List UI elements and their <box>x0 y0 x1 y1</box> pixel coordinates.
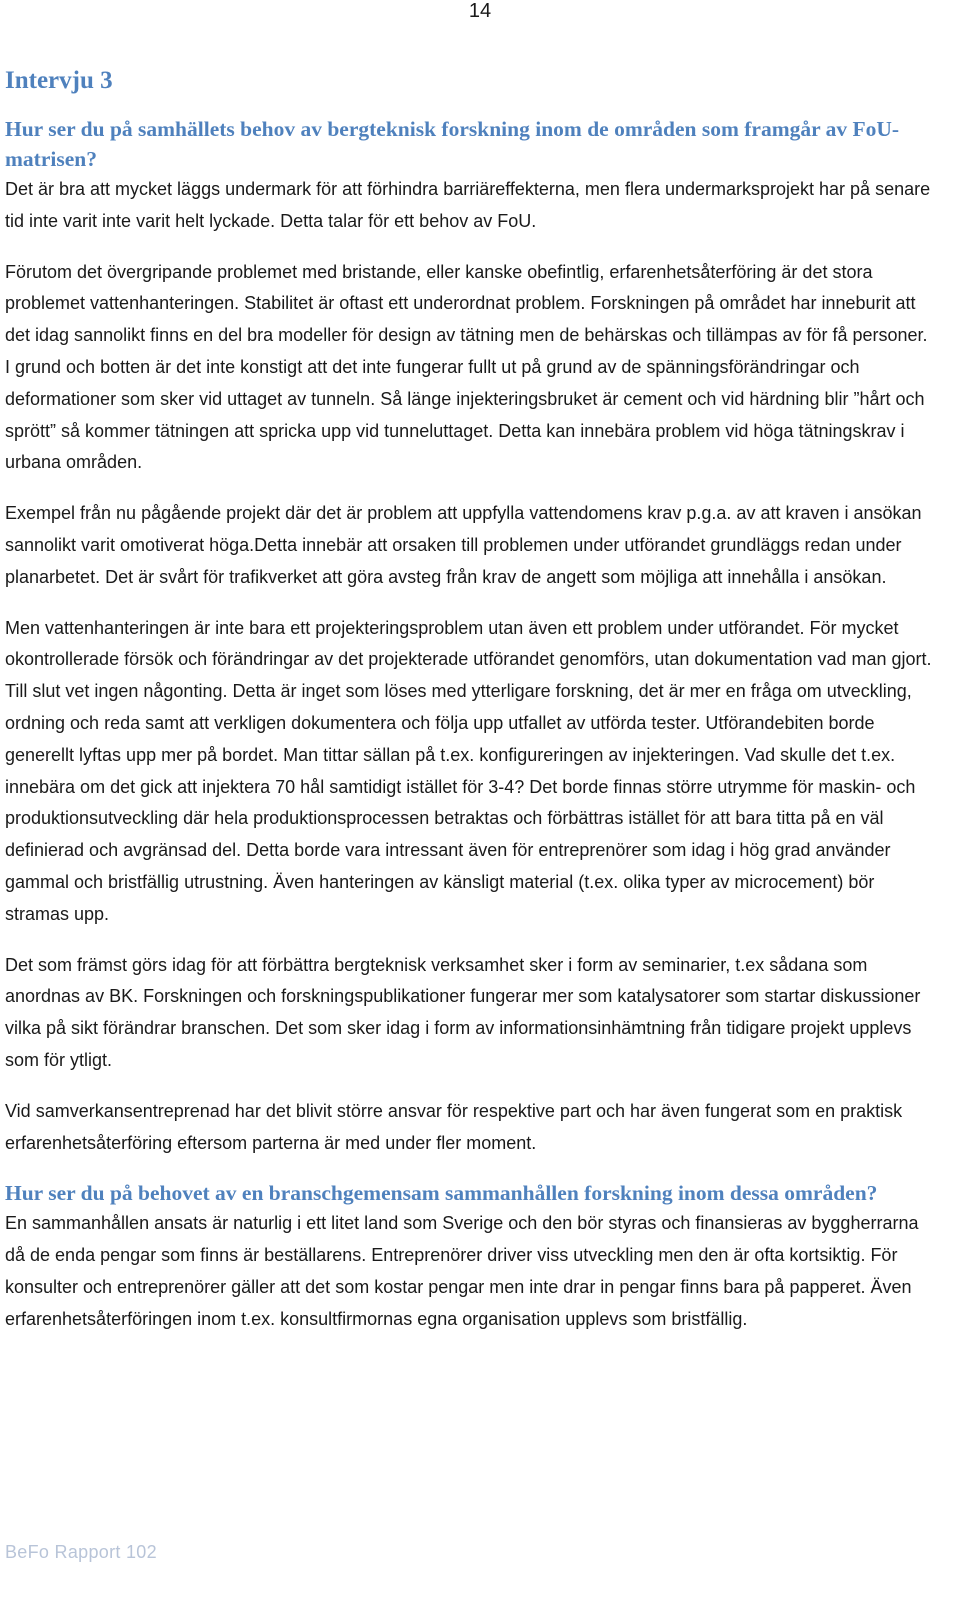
page-number: 14 <box>468 0 492 22</box>
paragraph: Exempel från nu pågående projekt där det är problem att uppfylla vattendomens krav p.g.a. av att kraven i ansökan sannolikt varit omotiverat höga.Detta innebär att orsaken till problemen under utförandet grundläggs redan under planarbetet. Det är svårt för trafikverket att göra avsteg från krav de angett som möjliga att innehålla i ansökan. <box>5 503 922 587</box>
document-body <box>5 64 935 1336</box>
paragraph: Förutom det övergripande problemet med bristande, eller kanske obefintlig, erfarenhetsåterföring är det stora problemet vattenhanteringen. Stabilitet är oftast ett underordnat problem. Forskningen på området har inneburit att det idag sannolikt finns en del bra modeller för design av tätning men de behärskas och tillämpas av för få personer. I grund och botten är det inte konstigt att det inte fungerar fullt ut på grund av de spänningsförändringar och deformationer som sker vid uttaget av tunneln. Så länge injekteringsbruket är cement och vid härdning blir ”hårt och sprött” så kommer tätningen att spricka upp vid tunneluttaget. Detta kan innebära problem vid höga tätningskrav i urbana områden. <box>5 261 928 473</box>
report-footer: BeFo Rapport 102 <box>5 1542 157 1562</box>
paragraph: Vid samverkansentreprenad har det blivit större ansvar för respektive part och har även fungerat som en praktisk erfarenhetsåterföring eftersom parterna är med under fler moment. <box>5 1100 903 1153</box>
paragraph: Det som främst görs idag för att förbättra bergteknisk verksamhet sker i form av seminarier, t.ex sådana som anordnas av BK. Forskningen och forskningspublikationer fungerar mer som katalysatorer som startar diskussioner vilka på sikt förändrar branschen. Det som sker idag i form av informationsinhämtning från tidigare projekt upplevs som för ytligt. <box>5 954 921 1070</box>
paragraph: En sammanhållen ansats är naturlig i ett litet land som Sverige och den bör styras och finansieras av byggherrarna då de enda pengar som finns är beställarens. Entreprenörer driver viss utveckling men den är ofta kortsiktig. För konsulter och entreprenörer gäller att det som kostar pengar men inte drar in pengar finns bara på papperet. Även erfarenhetsåterföringen inom t.ex. konsultfirmornas egna organisation upplevs som bristfällig. <box>5 1213 919 1329</box>
question-1: Hur ser du på samhällets behov av bergteknisk forskning inom de områden som framgår av FoU-matrisen? <box>5 117 900 171</box>
interview-title: Intervju 3 <box>5 67 113 94</box>
paragraph: Det är bra att mycket läggs undermark för att förhindra barriäreffekterna, men flera undermarksprojekt har på senare tid inte varit inte varit helt lyckade. Detta talar för ett behov av FoU. <box>5 179 931 231</box>
paragraph: Men vattenhanteringen är inte bara ett projekteringsproblem utan även ett problem under utförandet. För mycket okontrollerade försök och förändringar av det projekterade utförandet genomförs, utan dokumentation vad man gjort. Till slut vet ingen någonting. Detta är inget som löses med ytterligare forskning, det är mer en fråga om utveckling, ordning och reda samt att verkligen dokumentera och följa upp utfallet av utförda tester. Utförandebiten borde generellt lyftas upp mer på bordet. Man tittar sällan på t.ex. konfigureringen av injekteringen. Vad skulle det t.ex. innebära om det gick att injektera 70 hål samtidigt istället för 3-4? Det borde finnas större utrymme för maskin- och produktionsutveckling där hela produktionsprocessen betraktas och förbättras istället för att bara titta på en väl definierad och avgränsad del. Detta borde vara intressant även för entreprenörer som idag i hög grad använder gammal och bristfällig utrustning. Även hanteringen av känsligt material (t.ex. olika typer av microcement) bör stramas upp. <box>5 617 932 924</box>
question-2: Hur ser du på behovet av en branschgemensam sammanhållen forskning inom dessa områden? <box>5 1181 878 1206</box>
